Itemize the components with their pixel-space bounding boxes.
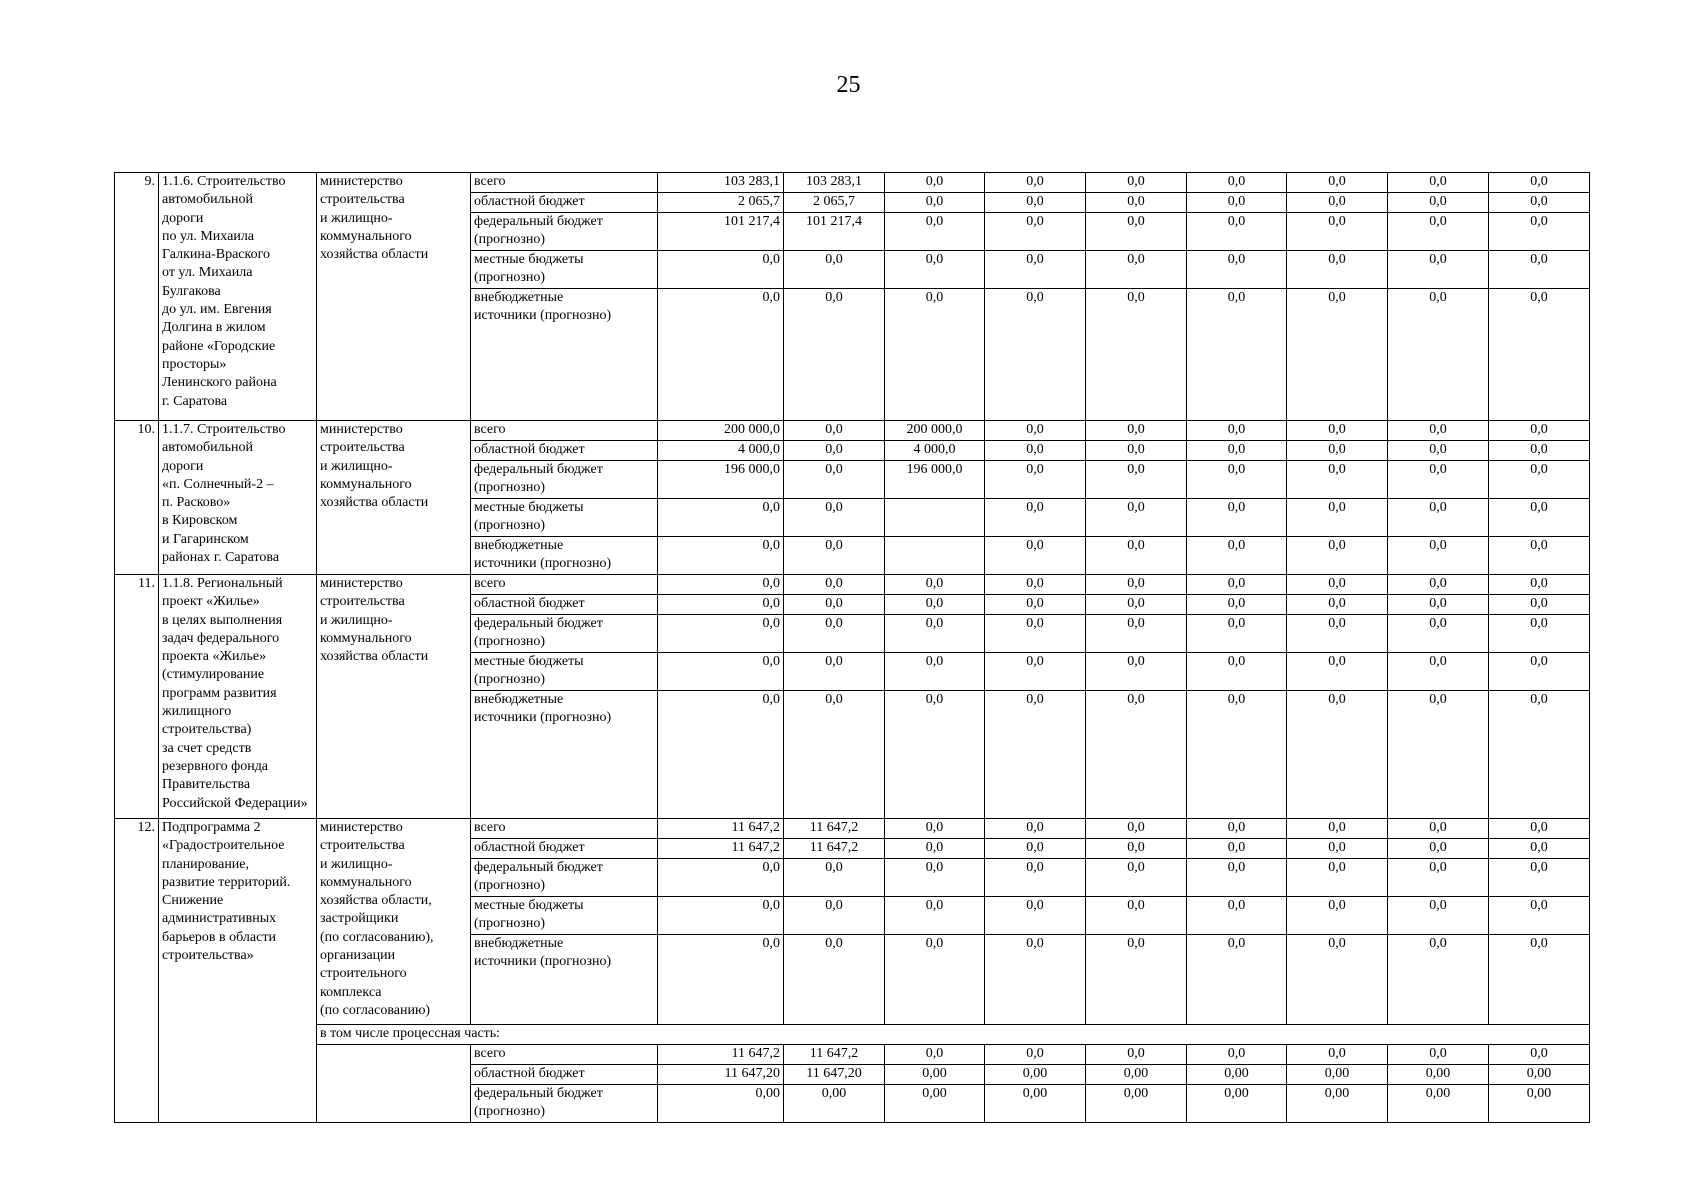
amount-cell: 0,0 [1086, 173, 1187, 193]
funding-source: всего [471, 575, 658, 595]
amount-cell: 0,0 [1187, 935, 1287, 1025]
amount-cell: 11 647,2 [784, 839, 885, 859]
amount-cell: 0,0 [1388, 859, 1489, 897]
amount-cell: 0,0 [784, 935, 885, 1025]
amount-cell: 0,0 [885, 615, 985, 653]
amount-cell: 0,0 [985, 251, 1086, 289]
amount-cell: 0,0 [1489, 897, 1590, 935]
amount-cell: 0,0 [658, 251, 784, 289]
amount-cell: 0,0 [1489, 615, 1590, 653]
funding-source: областной бюджет [471, 441, 658, 461]
amount-cell: 0,0 [985, 213, 1086, 251]
amount-cell: 0,0 [1287, 499, 1388, 537]
amount-cell: 0,00 [1489, 1085, 1590, 1123]
amount-cell: 0,0 [1086, 839, 1187, 859]
amount-cell: 0,0 [1187, 859, 1287, 897]
amount-cell: 0,0 [1086, 289, 1187, 421]
amount-cell: 0,0 [885, 575, 985, 595]
amount-cell: 0,0 [985, 537, 1086, 575]
amount-cell: 0,0 [1086, 499, 1187, 537]
amount-cell: 11 647,2 [784, 819, 885, 839]
amount-cell: 0,0 [1187, 421, 1287, 441]
executor: министерство строительства и жилищно- коммунального хозяйства области [317, 421, 471, 575]
page-number: 25 [836, 72, 861, 98]
amount-cell: 0,0 [784, 691, 885, 819]
amount-cell: 0,0 [1187, 441, 1287, 461]
amount-cell: 0,0 [1086, 421, 1187, 441]
amount-cell: 0,0 [1489, 441, 1590, 461]
amount-cell: 0,00 [1287, 1085, 1388, 1123]
amount-cell: 0,0 [1388, 1045, 1489, 1065]
amount-cell: 0,0 [1187, 653, 1287, 691]
amount-cell: 0,0 [885, 595, 985, 615]
activity-name: 1.1.6. Строительство автомобильной дороги по ул. Михаила Галкина-Враского от ул. Михаила Булгакова до ул. им. Евгения Долгина в жилом районе «Городские просторы» Ленинского района г. Саратова [159, 173, 317, 421]
amount-cell: 0,0 [1489, 213, 1590, 251]
amount-cell: 0,0 [1489, 421, 1590, 441]
amount-cell: 4 000,0 [885, 441, 985, 461]
amount-cell: 0,0 [1086, 193, 1187, 213]
amount-cell: 0,0 [1187, 595, 1287, 615]
funding-source: областной бюджет [471, 839, 658, 859]
funding-source: областной бюджет [471, 193, 658, 213]
amount-cell: 0,0 [1187, 691, 1287, 819]
amount-cell: 0,0 [985, 615, 1086, 653]
table-row [115, 1045, 1590, 1065]
funding-source: федеральный бюджет (прогнозно) [471, 461, 658, 499]
executor: министерство строительства и жилищно- коммунального хозяйства области, застройщики (по согласованию), организации строительного комплекса (по согласованию) [317, 819, 471, 1025]
amount-cell: 0,0 [784, 251, 885, 289]
amount-cell: 11 647,20 [784, 1065, 885, 1085]
amount-cell: 0,0 [1287, 819, 1388, 839]
amount-cell: 0,0 [1187, 897, 1287, 935]
amount-cell: 0,0 [1086, 441, 1187, 461]
amount-cell: 0,0 [1388, 289, 1489, 421]
amount-cell: 0,0 [885, 839, 985, 859]
amount-cell: 0,0 [1086, 595, 1187, 615]
subsection-title: в том числе процессная часть: [317, 1025, 1590, 1045]
amount-cell: 0,0 [885, 653, 985, 691]
amount-cell: 0,0 [1086, 615, 1187, 653]
amount-cell: 0,0 [1187, 615, 1287, 653]
amount-cell: 0,0 [658, 615, 784, 653]
amount-cell: 0,0 [1489, 499, 1590, 537]
amount-cell: 0,0 [784, 441, 885, 461]
amount-cell: 0,0 [1287, 173, 1388, 193]
activity-name: 1.1.8. Региональный проект «Жилье» в целях выполнения задач федерального проекта «Жилье» (стимулирование программ развития жилищного строительства) за счет средств резервного фонда Правительства Российской Федерации» [159, 575, 317, 819]
amount-cell: 0,0 [1187, 173, 1287, 193]
funding-source: всего [471, 819, 658, 839]
amount-cell: 0,0 [1388, 575, 1489, 595]
amount-cell: 0,0 [1187, 537, 1287, 575]
funding-source: федеральный бюджет (прогнозно) [471, 1085, 658, 1123]
amount-cell: 0,0 [985, 575, 1086, 595]
amount-cell: 0,0 [1489, 935, 1590, 1025]
amount-cell: 0,0 [1086, 897, 1187, 935]
amount-cell: 0,00 [1388, 1085, 1489, 1123]
amount-cell: 0,0 [1287, 575, 1388, 595]
amount-cell: 101 217,4 [658, 213, 784, 251]
subsection-header-row [115, 1025, 1590, 1045]
amount-cell [885, 537, 985, 575]
amount-cell: 0,0 [1187, 839, 1287, 859]
funding-source: внебюджетные источники (прогнозно) [471, 289, 658, 421]
row-number: 12. [115, 819, 159, 1123]
amount-cell: 0,0 [1388, 691, 1489, 819]
amount-cell: 0,0 [1489, 575, 1590, 595]
amount-cell: 0,0 [658, 537, 784, 575]
amount-cell: 0,0 [1388, 441, 1489, 461]
amount-cell: 0,0 [1489, 595, 1590, 615]
amount-cell: 101 217,4 [784, 213, 885, 251]
amount-cell: 0,0 [985, 499, 1086, 537]
amount-cell: 0,00 [1489, 1065, 1590, 1085]
amount-cell: 0,0 [1187, 575, 1287, 595]
amount-cell: 0,0 [1287, 461, 1388, 499]
amount-cell: 200 000,0 [885, 421, 985, 441]
amount-cell: 0,0 [1388, 213, 1489, 251]
amount-cell: 0,0 [1388, 461, 1489, 499]
funding-source: областной бюджет [471, 1065, 658, 1085]
amount-cell: 0,0 [1489, 289, 1590, 421]
amount-cell: 0,0 [658, 691, 784, 819]
amount-cell: 0,00 [1086, 1085, 1187, 1123]
amount-cell: 0,0 [1489, 537, 1590, 575]
amount-cell: 0,0 [985, 289, 1086, 421]
amount-cell: 0,0 [885, 251, 985, 289]
amount-cell: 0,0 [1287, 537, 1388, 575]
amount-cell: 0,0 [885, 213, 985, 251]
amount-cell: 0,0 [1388, 421, 1489, 441]
amount-cell: 0,00 [885, 1085, 985, 1123]
amount-cell: 0,0 [1388, 935, 1489, 1025]
amount-cell: 0,0 [1187, 213, 1287, 251]
amount-cell: 0,00 [658, 1085, 784, 1123]
amount-cell [885, 499, 985, 537]
table-row [115, 575, 1590, 595]
amount-cell: 200 000,0 [658, 421, 784, 441]
amount-cell: 0,0 [1489, 1045, 1590, 1065]
amount-cell: 0,0 [1489, 251, 1590, 289]
amount-cell: 0,0 [885, 173, 985, 193]
amount-cell: 0,00 [1187, 1065, 1287, 1085]
amount-cell: 11 647,2 [658, 839, 784, 859]
amount-cell: 0,0 [784, 859, 885, 897]
amount-cell: 0,0 [1388, 897, 1489, 935]
amount-cell: 0,0 [985, 859, 1086, 897]
amount-cell: 11 647,20 [658, 1065, 784, 1085]
amount-cell: 0,0 [1086, 819, 1187, 839]
amount-cell: 0,0 [885, 193, 985, 213]
amount-cell: 0,0 [1489, 691, 1590, 819]
amount-cell: 0,0 [784, 499, 885, 537]
amount-cell: 103 283,1 [784, 173, 885, 193]
amount-cell: 0,0 [885, 819, 985, 839]
executor-empty [317, 1045, 471, 1123]
amount-cell: 0,0 [885, 289, 985, 421]
funding-source: местные бюджеты (прогнозно) [471, 251, 658, 289]
funding-source: федеральный бюджет (прогнозно) [471, 615, 658, 653]
amount-cell: 0,0 [1287, 441, 1388, 461]
amount-cell: 0,0 [1086, 653, 1187, 691]
amount-cell: 11 647,2 [658, 1045, 784, 1065]
amount-cell: 0,0 [985, 839, 1086, 859]
amount-cell: 0,0 [1086, 251, 1187, 289]
amount-cell: 0,0 [885, 691, 985, 819]
funding-source: всего [471, 421, 658, 441]
table-row [115, 173, 1590, 193]
amount-cell: 0,0 [1287, 839, 1388, 859]
amount-cell: 0,0 [1287, 653, 1388, 691]
amount-cell: 0,0 [985, 1045, 1086, 1065]
funding-source: местные бюджеты (прогнозно) [471, 897, 658, 935]
amount-cell: 0,0 [1287, 595, 1388, 615]
amount-cell: 0,0 [985, 653, 1086, 691]
amount-cell: 0,0 [784, 897, 885, 935]
amount-cell: 4 000,0 [658, 441, 784, 461]
funding-source: федеральный бюджет (прогнозно) [471, 213, 658, 251]
amount-cell: 0,0 [1287, 289, 1388, 421]
executor: министерство строительства и жилищно- коммунального хозяйства области [317, 173, 471, 421]
amount-cell: 0,00 [1086, 1065, 1187, 1085]
funding-source: федеральный бюджет (прогнозно) [471, 859, 658, 897]
amount-cell: 196 000,0 [885, 461, 985, 499]
amount-cell: 0,0 [1388, 819, 1489, 839]
amount-cell: 0,0 [885, 897, 985, 935]
amount-cell: 0,0 [658, 897, 784, 935]
row-number: 11. [115, 575, 159, 819]
amount-cell: 0,0 [784, 615, 885, 653]
budget-table [114, 172, 1590, 1123]
amount-cell: 0,0 [985, 819, 1086, 839]
amount-cell: 0,0 [1187, 499, 1287, 537]
amount-cell: 0,0 [658, 935, 784, 1025]
amount-cell: 0,0 [1489, 173, 1590, 193]
row-number: 10. [115, 421, 159, 575]
table-row [115, 421, 1590, 441]
amount-cell: 0,0 [885, 935, 985, 1025]
amount-cell: 0,0 [985, 421, 1086, 441]
activity-name: 1.1.7. Строительство автомобильной дороги «п. Солнечный-2 – п. Расково» в Кировском и Гагаринском районах г. Саратова [159, 421, 317, 575]
amount-cell: 0,00 [985, 1085, 1086, 1123]
amount-cell: 0,0 [985, 441, 1086, 461]
amount-cell: 0,0 [1086, 859, 1187, 897]
executor: министерство строительства и жилищно- коммунального хозяйства области [317, 575, 471, 819]
amount-cell: 0,0 [1187, 251, 1287, 289]
amount-cell: 0,0 [985, 173, 1086, 193]
amount-cell: 0,00 [784, 1085, 885, 1123]
amount-cell: 0,0 [1287, 213, 1388, 251]
amount-cell: 0,0 [658, 289, 784, 421]
amount-cell: 0,0 [784, 653, 885, 691]
amount-cell: 0,0 [658, 499, 784, 537]
amount-cell: 0,00 [1287, 1065, 1388, 1085]
amount-cell: 0,0 [658, 595, 784, 615]
amount-cell: 0,0 [985, 193, 1086, 213]
amount-cell: 0,00 [1388, 1065, 1489, 1085]
amount-cell: 0,0 [1388, 595, 1489, 615]
funding-source: областной бюджет [471, 595, 658, 615]
amount-cell: 11 647,2 [658, 819, 784, 839]
funding-source: местные бюджеты (прогнозно) [471, 499, 658, 537]
amount-cell: 0,0 [1086, 575, 1187, 595]
amount-cell: 0,0 [784, 289, 885, 421]
amount-cell: 0,0 [784, 595, 885, 615]
amount-cell: 0,0 [1287, 615, 1388, 653]
funding-source: внебюджетные источники (прогнозно) [471, 691, 658, 819]
amount-cell: 0,0 [1489, 839, 1590, 859]
table-row [115, 819, 1590, 839]
amount-cell: 0,0 [1086, 213, 1187, 251]
amount-cell: 0,0 [1187, 819, 1287, 839]
amount-cell: 0,0 [1489, 819, 1590, 839]
amount-cell: 0,0 [658, 859, 784, 897]
amount-cell: 0,0 [1489, 653, 1590, 691]
amount-cell: 0,0 [985, 935, 1086, 1025]
amount-cell: 0,0 [1388, 499, 1489, 537]
funding-source: местные бюджеты (прогнозно) [471, 653, 658, 691]
amount-cell: 11 647,2 [784, 1045, 885, 1065]
amount-cell: 0,0 [1086, 537, 1187, 575]
amount-cell: 0,0 [1287, 1045, 1388, 1065]
funding-source: внебюджетные источники (прогнозно) [471, 935, 658, 1025]
amount-cell: 2 065,7 [784, 193, 885, 213]
amount-cell: 0,0 [1388, 839, 1489, 859]
amount-cell: 0,0 [784, 461, 885, 499]
amount-cell: 0,0 [885, 1045, 985, 1065]
amount-cell: 0,0 [784, 537, 885, 575]
amount-cell: 0,0 [1287, 421, 1388, 441]
amount-cell: 0,0 [985, 595, 1086, 615]
amount-cell: 0,0 [1086, 935, 1187, 1025]
amount-cell: 0,0 [1287, 691, 1388, 819]
amount-cell: 0,00 [885, 1065, 985, 1085]
amount-cell: 0,0 [1489, 859, 1590, 897]
funding-source: всего [471, 173, 658, 193]
amount-cell: 0,0 [1086, 691, 1187, 819]
amount-cell: 0,0 [1086, 1045, 1187, 1065]
amount-cell: 2 065,7 [658, 193, 784, 213]
amount-cell: 0,0 [1187, 461, 1287, 499]
amount-cell: 0,0 [1287, 859, 1388, 897]
amount-cell: 0,0 [885, 859, 985, 897]
amount-cell: 0,0 [1489, 193, 1590, 213]
amount-cell: 0,0 [985, 897, 1086, 935]
funding-source: всего [471, 1045, 658, 1065]
amount-cell: 0,0 [1388, 251, 1489, 289]
amount-cell: 0,0 [1187, 1045, 1287, 1065]
activity-name: Подпрограмма 2 «Градостроительное планирование, развитие территорий. Снижение административных барьеров в области строительства» [159, 819, 317, 1123]
amount-cell: 0,0 [1388, 653, 1489, 691]
amount-cell: 0,0 [784, 421, 885, 441]
row-number: 9. [115, 173, 159, 421]
amount-cell: 0,0 [1388, 193, 1489, 213]
amount-cell: 0,0 [1287, 935, 1388, 1025]
funding-source: внебюджетные источники (прогнозно) [471, 537, 658, 575]
amount-cell: 0,0 [658, 653, 784, 691]
amount-cell: 0,0 [1187, 193, 1287, 213]
amount-cell: 0,00 [985, 1065, 1086, 1085]
amount-cell: 0,0 [1187, 289, 1287, 421]
amount-cell: 0,0 [1287, 193, 1388, 213]
amount-cell: 0,0 [658, 575, 784, 595]
amount-cell: 0,0 [1489, 461, 1590, 499]
amount-cell: 0,0 [1388, 537, 1489, 575]
amount-cell: 0,0 [1388, 173, 1489, 193]
amount-cell: 0,0 [1287, 897, 1388, 935]
amount-cell: 0,0 [985, 691, 1086, 819]
amount-cell: 196 000,0 [658, 461, 784, 499]
amount-cell: 103 283,1 [658, 173, 784, 193]
amount-cell: 0,0 [784, 575, 885, 595]
amount-cell: 0,0 [1388, 615, 1489, 653]
amount-cell: 0,00 [1187, 1085, 1287, 1123]
amount-cell: 0,0 [985, 461, 1086, 499]
amount-cell: 0,0 [1086, 461, 1187, 499]
amount-cell: 0,0 [1287, 251, 1388, 289]
